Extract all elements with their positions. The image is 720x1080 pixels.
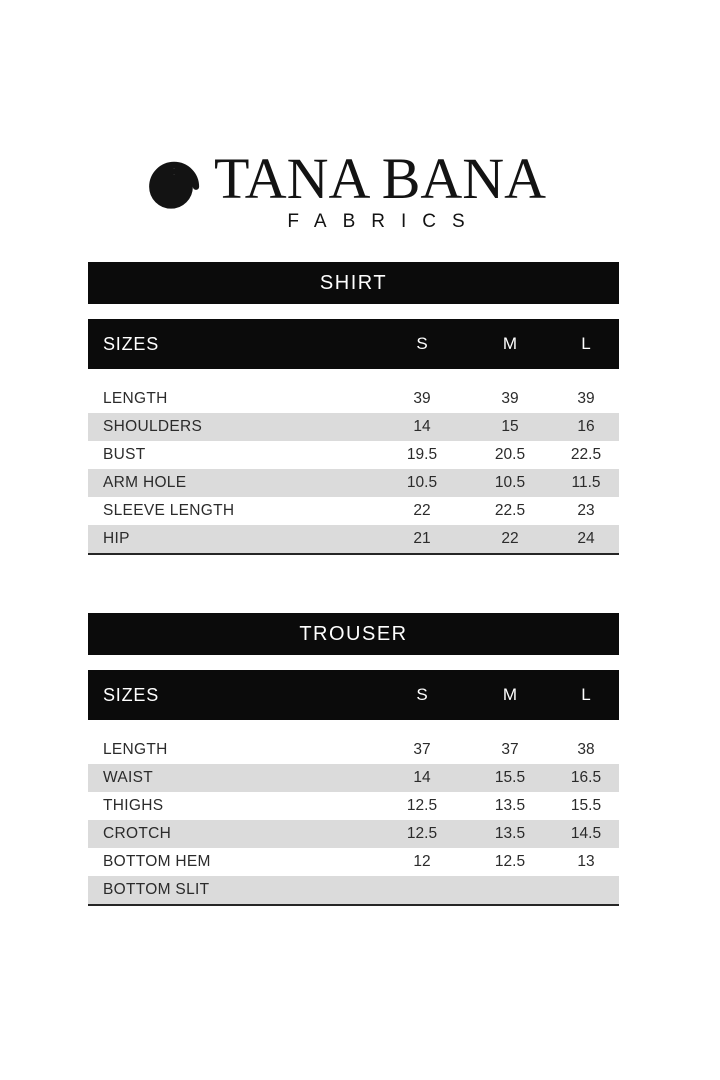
- table-row: [88, 764, 619, 792]
- size-column-header: M: [502, 685, 518, 704]
- measurement-value: 20.5: [494, 446, 526, 463]
- measurement-value: 37: [501, 741, 519, 758]
- brand-text-block: [213, 146, 547, 233]
- measurement-value: 14: [413, 418, 431, 435]
- chart-title: TROUSER: [299, 622, 408, 645]
- table-row: [88, 736, 619, 764]
- measurement-value: 39: [577, 390, 595, 407]
- chart-title-bar: [88, 262, 619, 304]
- measurement-label: HIP: [103, 530, 130, 547]
- measurement-value: 12.5: [406, 825, 438, 842]
- measurement-value: 10.5: [406, 474, 438, 491]
- size-column-header: S: [416, 685, 428, 704]
- measurement-value: 16.5: [570, 769, 602, 786]
- measurement-label: ARM HOLE: [103, 474, 187, 491]
- sizes-header-bar: [88, 319, 619, 369]
- table-row: [88, 792, 619, 820]
- measurement-label: CROTCH: [103, 825, 172, 842]
- measurement-value: 21: [413, 530, 431, 547]
- measurement-value: 39: [501, 390, 519, 407]
- measurement-value: 39: [413, 390, 431, 407]
- spiral-icon: [146, 158, 201, 225]
- size-column-header: S: [416, 334, 428, 353]
- table-row: [88, 820, 619, 848]
- table-row: [88, 497, 619, 525]
- measurement-value: 37: [413, 741, 431, 758]
- table-row: [88, 413, 619, 441]
- size-chart-section: [88, 262, 619, 555]
- measurement-label: BUST: [103, 446, 146, 463]
- table-row: [88, 469, 619, 497]
- measurement-value: 22: [501, 530, 519, 547]
- brand-subtitle: FABRICS: [287, 211, 481, 232]
- measurement-value: 14: [413, 769, 431, 786]
- measurement-rows: [88, 385, 619, 555]
- measurement-label: SHOULDERS: [103, 418, 203, 435]
- measurement-value: 22: [413, 502, 431, 519]
- measurement-value: 22.5: [570, 446, 602, 463]
- measurement-rows: [88, 736, 619, 906]
- measurement-label: WAIST: [103, 769, 154, 786]
- measurement-label: LENGTH: [103, 390, 168, 407]
- sizes-label: SIZES: [103, 333, 160, 354]
- size-column-header: L: [581, 685, 591, 704]
- measurement-value: 24: [577, 530, 595, 547]
- measurement-value: 13.5: [494, 825, 526, 842]
- measurement-label: BOTTOM HEM: [103, 853, 211, 870]
- sizes-label: SIZES: [103, 684, 160, 705]
- measurement-value: 16: [577, 418, 595, 435]
- sizes-header-bar: [88, 670, 619, 720]
- table-row: [88, 385, 619, 413]
- measurement-value: 38: [577, 741, 595, 758]
- measurement-label: SLEEVE LENGTH: [103, 502, 235, 519]
- size-charts: [88, 262, 619, 906]
- measurement-value: 19.5: [406, 446, 438, 463]
- measurement-value: 23: [577, 502, 595, 519]
- measurement-value: 13: [577, 853, 595, 870]
- size-column-header: M: [502, 334, 518, 353]
- measurement-value: 12.5: [494, 853, 526, 870]
- table-row: [88, 848, 619, 876]
- table-row: [88, 441, 619, 469]
- measurement-value: 15: [501, 418, 519, 435]
- size-column-header: L: [581, 334, 591, 353]
- measurement-value: 10.5: [494, 474, 526, 491]
- measurement-value: 12.5: [406, 797, 438, 814]
- table-row: [88, 525, 619, 553]
- brand-name: TANA BANA: [213, 146, 547, 211]
- measurement-label: THIGHS: [103, 797, 164, 814]
- measurement-value: 14.5: [570, 825, 602, 842]
- measurement-value: 15.5: [570, 797, 602, 814]
- chart-title: SHIRT: [319, 271, 388, 294]
- measurement-value: 11.5: [571, 474, 601, 491]
- measurement-value: 13.5: [494, 797, 526, 814]
- measurement-value: 22.5: [494, 502, 526, 519]
- measurement-value: 12: [413, 853, 431, 870]
- measurement-label: BOTTOM SLIT: [103, 881, 210, 898]
- brand-logo: [0, 146, 706, 233]
- measurement-value: 15.5: [494, 769, 526, 786]
- size-chart-section: [88, 613, 619, 906]
- chart-title-bar: [88, 613, 619, 655]
- table-row: [88, 876, 619, 904]
- measurement-label: LENGTH: [103, 741, 168, 758]
